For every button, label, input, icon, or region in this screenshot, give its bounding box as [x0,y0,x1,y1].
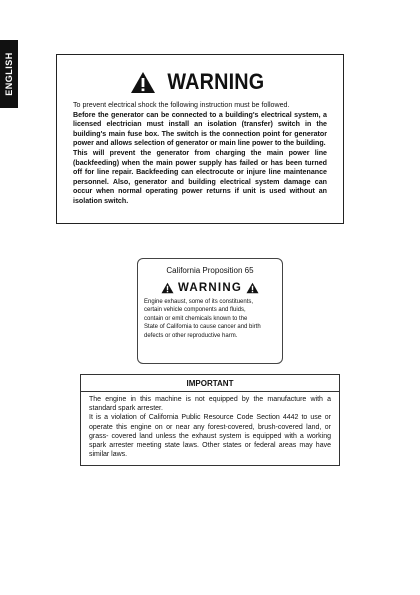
warning-paragraph-2: This will prevent the generator from charging the main power line (backfeeding) when the main power supply has failed or has been turned off for line repair. Backfeeding can electrocute or injure line maintenance personnel. Also, generator and building electrical system damage can occur when normal operating power returns if unit is used without an isolation switch. [73,148,327,205]
prop65-line: contain or emit chemicals known to the [144,315,248,322]
warning-title: WARNING [167,69,265,94]
important-body [81,392,339,459]
important-paragraph-1: The engine in this machine is not equipped by the manufacture with a standard spark arrester. [89,396,331,413]
prop65-title: California Proposition 65 [166,266,254,275]
important-paragraph-2: It is a violation of California Public Resource Code Section 4442 to use or operate this engine on or near any forest-covered, brush-covered land, or grass- covered land unless the exhaust system is equipped with a working spark arrester meeting state laws. Other states or federal areas may have similar laws. [89,414,331,459]
important-title: IMPORTANT [81,375,339,392]
prop65-box [137,258,283,364]
warning-paragraph-1: Before the generator can be connected to a building's electrical system, a licensed electrician must install an isolation (transfer) switch in the building's main fuse box. The switch is the connection point for generator power and allows selection of generator or main line power to the building. [73,110,327,148]
important-box [80,374,340,466]
prop65-text [144,298,276,340]
language-tab [0,40,18,108]
warning-triangle-icon [130,71,156,94]
electrical-warning-box [56,54,344,224]
prop65-warning-header [144,282,276,294]
prop65-warning-title: WARNING [178,282,242,294]
warning-triangle-icon [246,282,259,294]
prop65-line: State of California to cause cancer and birth [144,324,261,331]
language-tab-label: ENGLISH [4,52,15,96]
prop65-line: Engine exhaust, some of its constituents, [144,299,254,305]
prop65-line: certain vehicle components and fluids, [144,307,246,314]
prop65-line: defects or other reproductive harm. [144,332,238,339]
warning-header [73,69,327,95]
warning-intro: To prevent electrical shock the following instruction must be followed. [73,101,290,109]
warning-triangle-icon [161,282,174,294]
